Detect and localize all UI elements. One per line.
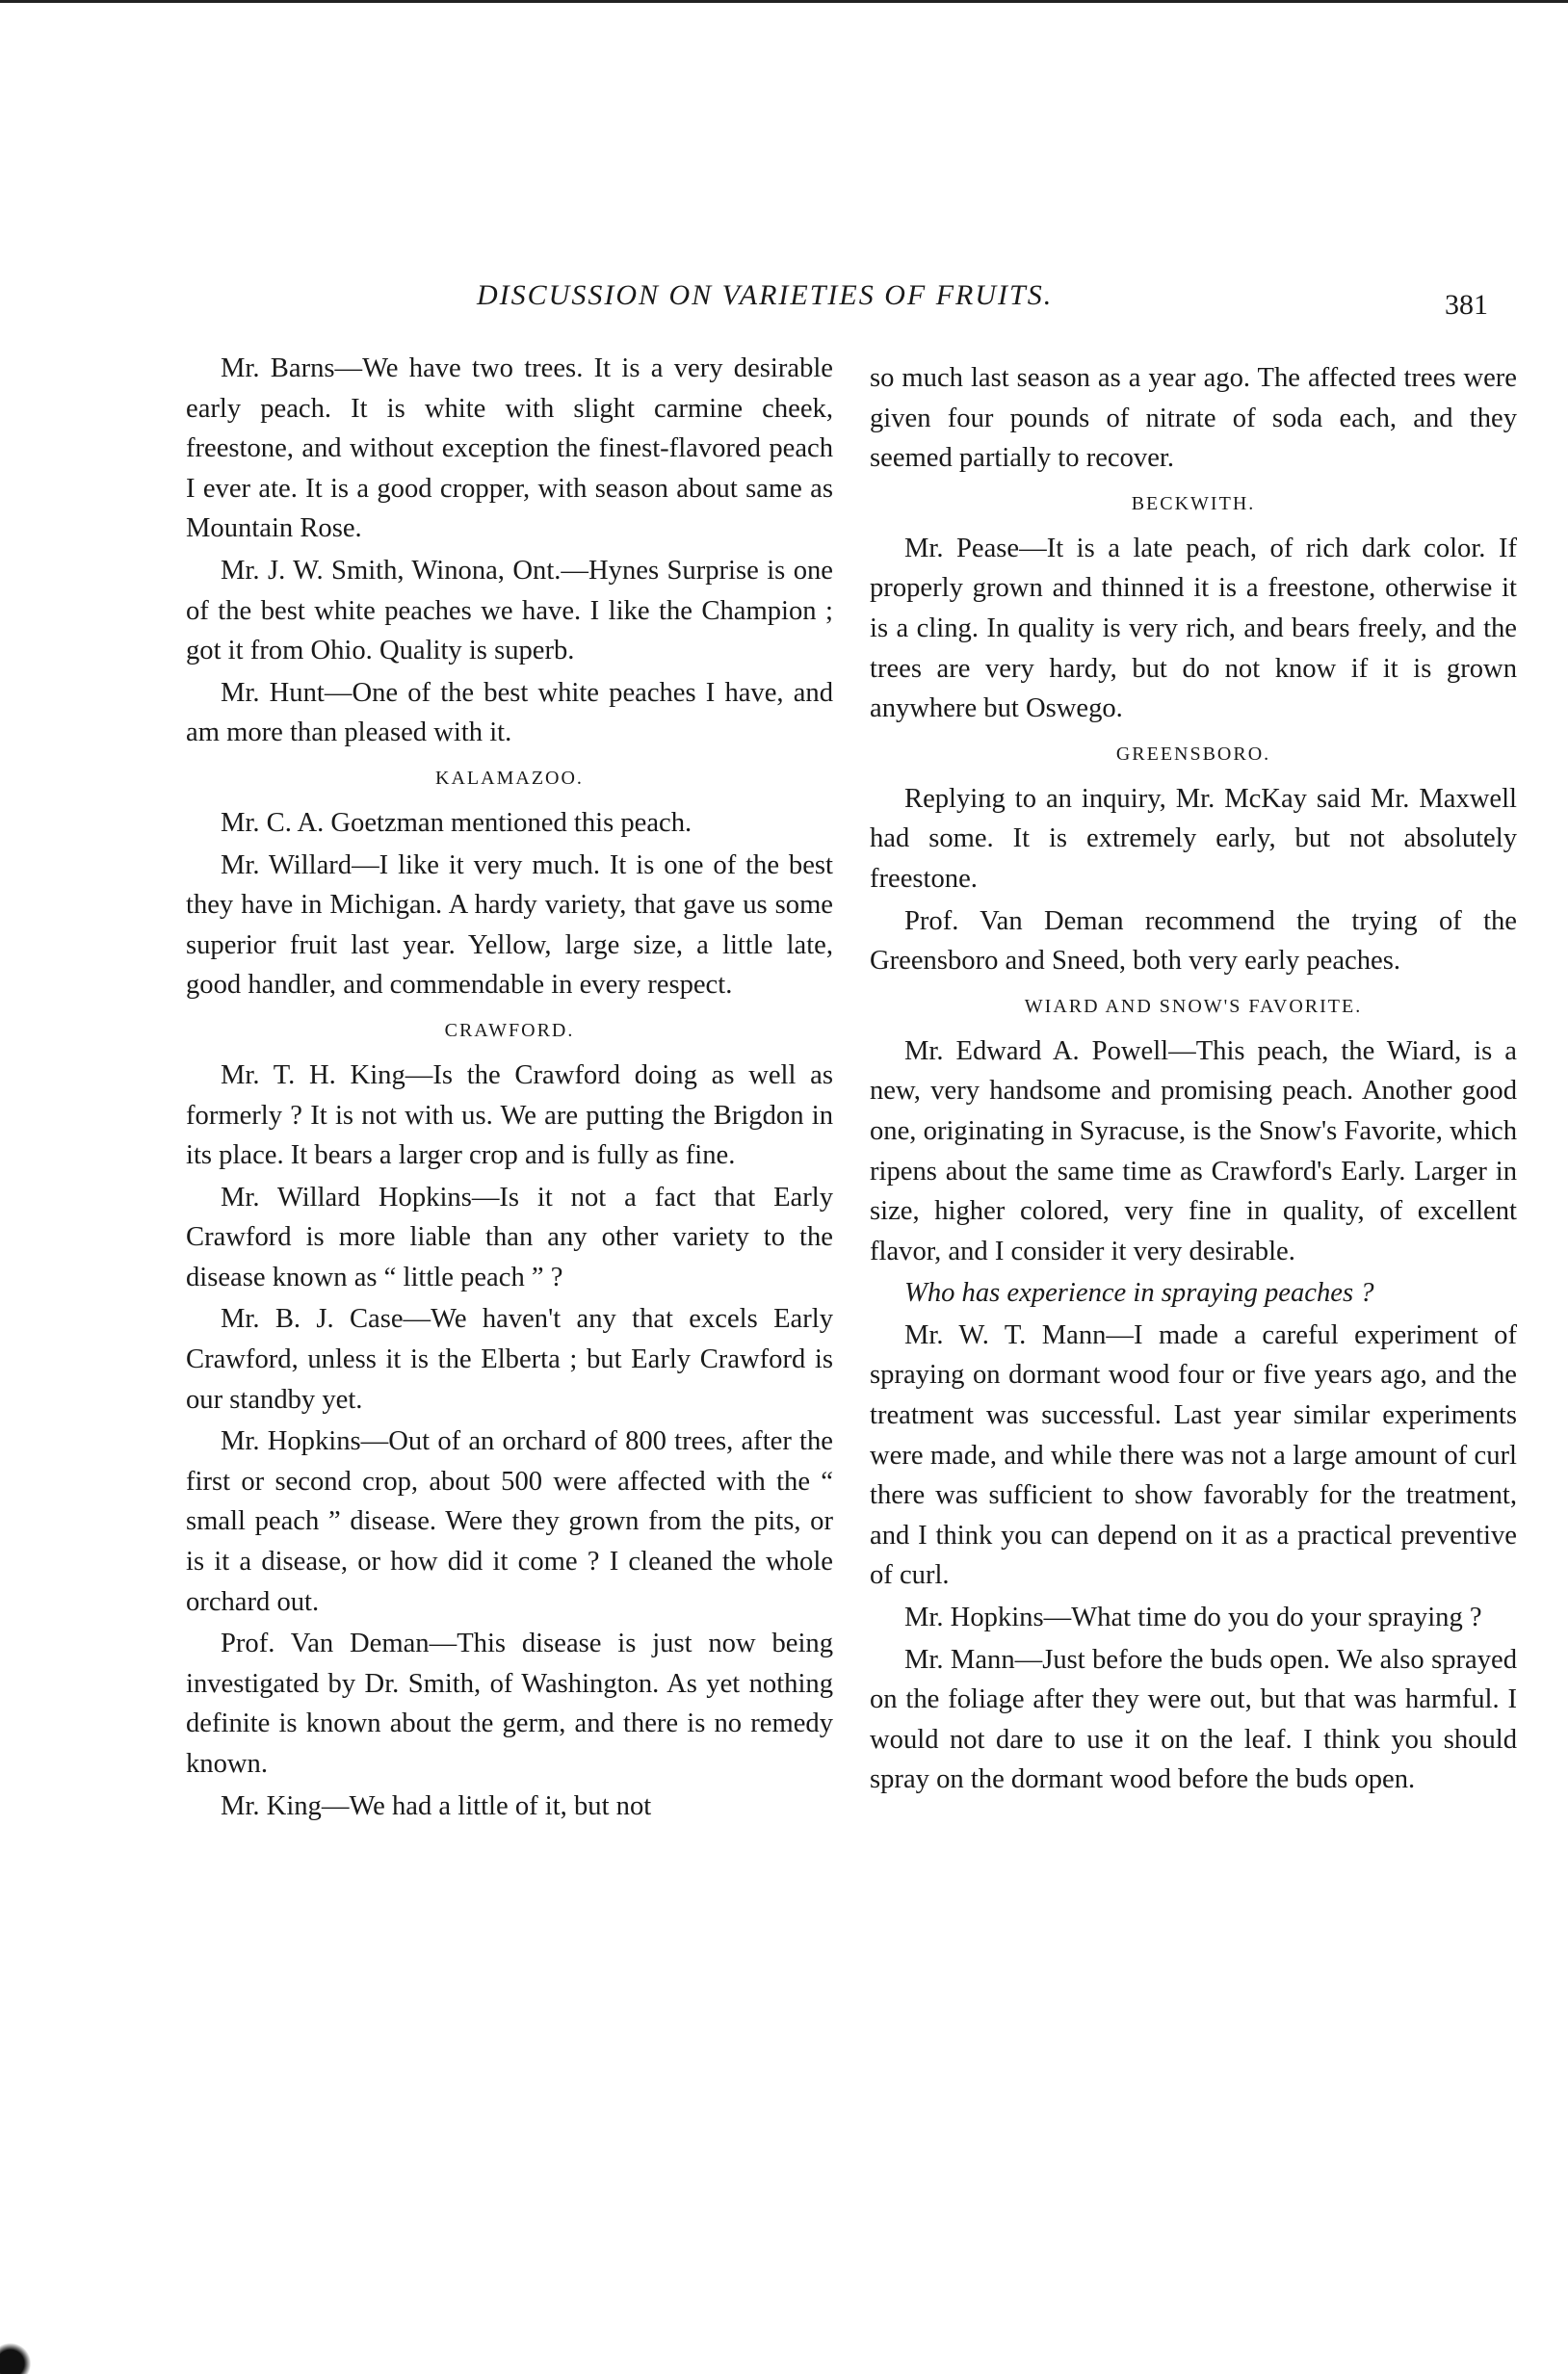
question-heading: Who has experience in spraying peaches ? <box>904 1278 1374 1309</box>
paragraph: Mr. C. A. Goetzman mentioned this peach. <box>221 807 693 838</box>
paragraph: Mr. Edward A. Powell—This peach, the Wiard, is a new, very handsome and promising peach. Another good one, originating in Syracuse, is the Snow's Favorite, which ripens about the same time as Crawford's Early. Larger in size, higher colored, very fine in quality, of excellent flavor, and I consider it very desirable. <box>870 1035 1517 1266</box>
section-heading: WIARD AND SNOW'S FAVORITE. <box>1024 995 1363 1017</box>
running-head <box>0 279 1568 321</box>
top-border <box>0 0 1568 3</box>
page-title: DISCUSSION ON VARIETIES OF FRUITS. <box>477 279 1054 311</box>
paragraph: Mr. Barns—We have two trees. It is a very desirable early peach. It is white with slight carmine cheek, freestone, and without exception the finest-flavored peach I ever ate. It is a good cropper, with season about same as Mountain Rose. <box>186 353 833 544</box>
section-heading: GREENSBORO. <box>1115 743 1271 765</box>
paragraph: Mr. Hunt—One of the best white peaches I have, and am more than pleased with it. <box>186 677 833 748</box>
paragraph: Mr. J. W. Smith, Winona, Ont.—Hynes Surprise is one of the best white peaches we have. I like the Champion ; got it from Ohio. Quality is superb. <box>186 555 833 666</box>
page-number: 381 <box>1445 289 1488 321</box>
paragraph: Prof. Van Deman recommend the trying of the Greensboro and Sneed, both very early peaches. <box>870 905 1517 977</box>
paragraph: Replying to an inquiry, Mr. McKay said Mr. Maxwell had some. It is extremely early, but not absolutely freestone. <box>870 783 1517 894</box>
paragraph-continued: so much last season as a year ago. The affected trees were given four pounds of nitrate of soda each, and they seemed partially to recover. <box>870 363 1517 474</box>
section-heading: KALAMAZOO. <box>435 767 584 789</box>
right-column <box>870 358 1517 1800</box>
paragraph: Prof. Van Deman—This disease is just now being investigated by Dr. Smith, of Washington. As yet nothing definite is known about the germ, and there is no remedy known. <box>186 1629 833 1779</box>
section-heading: CRAWFORD. <box>444 1019 575 1041</box>
paragraph: Mr. T. H. King—Is the Crawford doing as well as formerly ? It is not with us. We are putting the Brigdon in its place. It bears a larger crop and is fully as fine. <box>186 1059 833 1171</box>
paragraph: Mr. Hopkins—What time do you do your spraying ? <box>904 1603 1482 1633</box>
section-heading: BECKWITH. <box>1131 492 1256 514</box>
paragraph: Mr. Pease—It is a late peach, of rich dark color. If properly grown and thinned it is a freestone, otherwise it is a cling. In quality is very rich, and bears freely, and the trees are very hardy, but do not know if it is grown anywhere but Oswego. <box>870 533 1517 724</box>
paragraph: Mr. Mann—Just before the buds open. We also sprayed on the foliage after they were out, but that was harmful. I would not dare to use it on the leaf. I think you should spray on the dormant wood before the buds open. <box>870 1644 1517 1795</box>
paragraph: Mr. Hopkins—Out of an orchard of 800 trees, after the first or second crop, about 500 were affected with the “ small peach ” disease. Were they grown from the pits, or is it a disease, or how did it come ? I cleaned the whole orchard out. <box>186 1426 833 1617</box>
paragraph: Mr. Willard—I like it very much. It is one of the best they have in Michigan. A hardy variety, that gave us some superior fruit last year. Yellow, large size, a little late, good handler, and commendable in every respect. <box>186 849 833 1001</box>
paragraph: Mr. Willard Hopkins—Is it not a fact that Early Crawford is more liable than any other variety to the disease known as “ little peach ” ? <box>186 1182 833 1292</box>
left-column <box>186 349 833 1826</box>
ink-speck <box>0 2339 35 2374</box>
paragraph: Mr. King—We had a little of it, but not <box>221 1790 652 1821</box>
paragraph: Mr. W. T. Mann—I made a careful experiment of spraying on dormant wood four or five years ago, and the treatment was successful. Last year similar experiments were made, and while there was not a large amount of curl there was sufficient to show favorably for the treatment, and I think you can depend on it as a practical preventive of curl. <box>870 1319 1517 1591</box>
paragraph: Mr. B. J. Case—We haven't any that excels Early Crawford, unless it is the Elberta ; but Early Crawford is our standby yet. <box>186 1304 833 1415</box>
